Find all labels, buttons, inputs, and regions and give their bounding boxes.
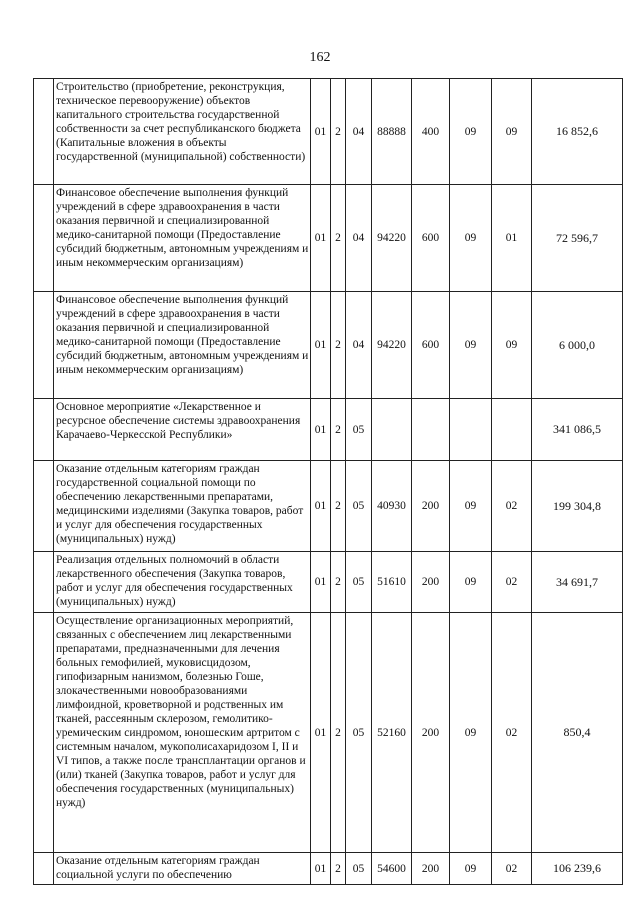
program-code-cell: 01 <box>311 461 331 552</box>
expense-type-cell: 600 <box>412 185 450 292</box>
program-code-cell: 01 <box>311 79 331 185</box>
row-index-cell <box>34 853 54 885</box>
activity-code-cell: 04 <box>346 292 372 399</box>
row-index-cell <box>34 79 54 185</box>
row-index-cell <box>34 292 54 399</box>
section-cell: 09 <box>450 552 492 613</box>
subsection-cell: 02 <box>492 853 532 885</box>
amount-cell: 106 239,6 <box>532 853 623 885</box>
subprogram-code-cell: 2 <box>331 292 346 399</box>
amount-cell: 850,4 <box>532 613 623 853</box>
expense-type-cell: 400 <box>412 79 450 185</box>
amount-cell: 34 691,7 <box>532 552 623 613</box>
page-number: 162 <box>309 50 331 65</box>
row-index-cell <box>34 399 54 461</box>
section-cell: 09 <box>450 185 492 292</box>
direction-code-cell: 52160 <box>372 613 412 853</box>
row-index-cell <box>34 185 54 292</box>
subprogram-code-cell: 2 <box>331 613 346 853</box>
direction-code-cell: 94220 <box>372 292 412 399</box>
section-cell: 09 <box>450 461 492 552</box>
subsection-cell: 02 <box>492 552 532 613</box>
subprogram-code-cell: 2 <box>331 853 346 885</box>
direction-code-cell: 40930 <box>372 461 412 552</box>
subsection-cell: 09 <box>492 79 532 185</box>
expense-type-cell: 200 <box>412 461 450 552</box>
amount-cell: 341 086,5 <box>532 399 623 461</box>
program-code-cell: 01 <box>311 552 331 613</box>
table-row <box>34 399 623 461</box>
section-cell <box>450 399 492 461</box>
activity-code-cell: 05 <box>346 461 372 552</box>
subprogram-code-cell: 2 <box>331 552 346 613</box>
subprogram-code-cell: 2 <box>331 399 346 461</box>
expense-type-cell: 200 <box>412 613 450 853</box>
row-index-cell <box>34 461 54 552</box>
activity-code-cell: 05 <box>346 399 372 461</box>
section-cell: 09 <box>450 853 492 885</box>
activity-code-cell: 05 <box>346 853 372 885</box>
description-cell: Строительство (приобретение, реконструкция, техническое перевооружение) объектов капитального строительства государственной собственности за счет республиканского бюджета (Капитальные вложения в объекты государственной (муниципальной) собственности) <box>54 79 311 185</box>
amount-cell: 72 596,7 <box>532 185 623 292</box>
budget-table <box>33 78 623 885</box>
section-cell: 09 <box>450 613 492 853</box>
program-code-cell: 01 <box>311 613 331 853</box>
direction-code-cell: 54600 <box>372 853 412 885</box>
expense-type-cell: 200 <box>412 552 450 613</box>
amount-cell: 199 304,8 <box>532 461 623 552</box>
description-cell: Оказание отдельным категориям граждан социальной услуги по обеспечению <box>54 853 311 885</box>
section-cell: 09 <box>450 79 492 185</box>
description-cell: Финансовое обеспечение выполнения функций учреждений в сфере здравоохранения в части оказания первичной и специализированной медико-санитарной помощи (Предоставление субсидий бюджетным, автономным учреждениям и иным некоммерческим организациям) <box>54 185 311 292</box>
table-row <box>34 461 623 552</box>
activity-code-cell: 04 <box>346 185 372 292</box>
description-cell: Реализация отдельных полномочий в области лекарственного обеспечения (Закупка товаров, работ и услуг для обеспечения государственных (муниципальных) нужд) <box>54 552 311 613</box>
expense-type-cell: 600 <box>412 292 450 399</box>
table-row <box>34 853 623 885</box>
expense-type-cell <box>412 399 450 461</box>
expense-type-cell: 200 <box>412 853 450 885</box>
table-row <box>34 613 623 853</box>
direction-code-cell: 51610 <box>372 552 412 613</box>
activity-code-cell: 04 <box>346 79 372 185</box>
table-row <box>34 552 623 613</box>
table-row <box>34 292 623 399</box>
direction-code-cell: 88888 <box>372 79 412 185</box>
row-index-cell <box>34 613 54 853</box>
table-row <box>34 79 623 185</box>
program-code-cell: 01 <box>311 853 331 885</box>
subsection-cell: 02 <box>492 461 532 552</box>
description-cell: Оказание отдельным категориям граждан государственной социальной помощи по обеспечению лекарственными препаратами, медицинскими изделиями (Закупка товаров, работ и услуг для обеспечения государственных (муниципальных) нужд) <box>54 461 311 552</box>
row-index-cell <box>34 552 54 613</box>
table-row <box>34 185 623 292</box>
description-cell: Финансовое обеспечение выполнения функций учреждений в сфере здравоохранения в части оказания первичной и специализированной медико-санитарной помощи (Предоставление субсидий бюджетным, автономным учреждениям и иным некоммерческим организациям) <box>54 292 311 399</box>
program-code-cell: 01 <box>311 399 331 461</box>
activity-code-cell: 05 <box>346 552 372 613</box>
subsection-cell <box>492 399 532 461</box>
subsection-cell: 09 <box>492 292 532 399</box>
subsection-cell: 02 <box>492 613 532 853</box>
program-code-cell: 01 <box>311 185 331 292</box>
description-cell: Основное мероприятие «Лекарственное и ресурсное обеспечение системы здравоохранения Карачаево-Черкесской Республики» <box>54 399 311 461</box>
section-cell: 09 <box>450 292 492 399</box>
activity-code-cell: 05 <box>346 613 372 853</box>
subprogram-code-cell: 2 <box>331 461 346 552</box>
subsection-cell: 01 <box>492 185 532 292</box>
amount-cell: 16 852,6 <box>532 79 623 185</box>
subprogram-code-cell: 2 <box>331 185 346 292</box>
subprogram-code-cell: 2 <box>331 79 346 185</box>
direction-code-cell: 94220 <box>372 185 412 292</box>
direction-code-cell <box>372 399 412 461</box>
amount-cell: 6 000,0 <box>532 292 623 399</box>
program-code-cell: 01 <box>311 292 331 399</box>
description-cell: Осуществление организационных мероприятий, связанных с обеспечением лиц лекарственными препаратами, предназначенными для лечения больных гемофилией, муковисцидозом, гипофизарным нанизмом, болезнью Гоше, злокачественными новообразованиями лимфоидной, кроветворной и родственных им тканей, рассеянным склерозом, гемолитико-уремическим синдромом, юношеским артритом с системным началом, мукополисахаридозом I, II и VI типов, а также после трансплантации органов и (или) тканей (Закупка товаров, работ и услуг для обеспечения государственных (муниципальных) нужд) <box>54 613 311 853</box>
